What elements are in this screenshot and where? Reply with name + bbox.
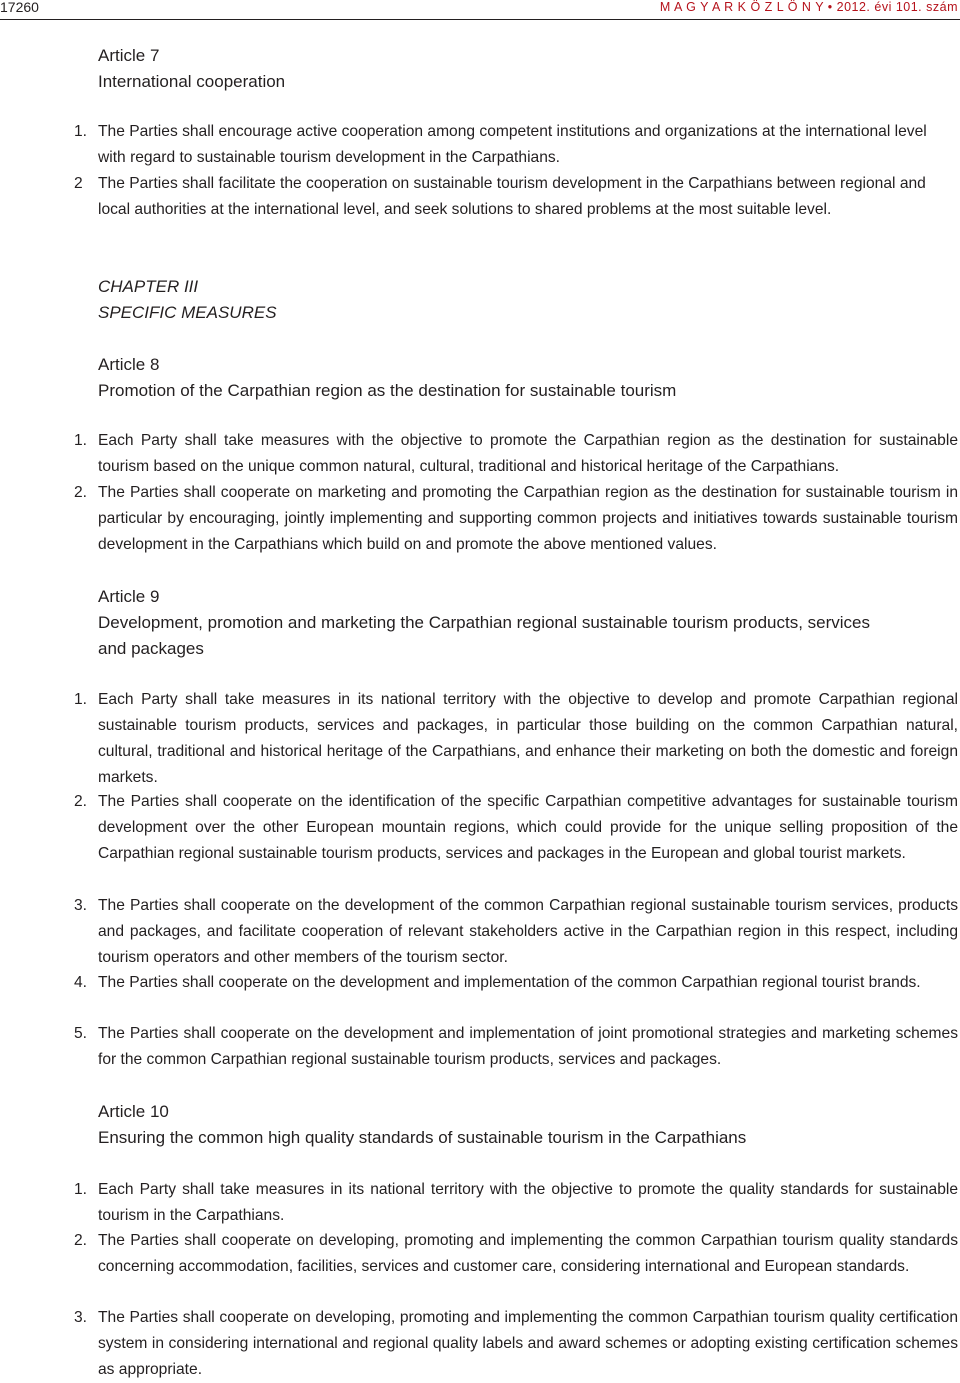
article-7-label: Article 7 xyxy=(98,46,160,65)
running-title: M A G Y A R K Ö Z L Ö N Y • 2012. évi 101. szám xyxy=(659,0,958,14)
paragraph-number: 2 xyxy=(74,175,83,192)
paragraph-text: The Parties shall facilitate the cooperation on sustainable tourism development in the Carpathians between regional and local authorities at the international level, and seek solutions to shared problems at the most suitable level. xyxy=(98,175,926,218)
paragraph-text: The Parties shall cooperate on marketing and promoting the Carpathian region as the destination for sustainable tourism in particular by encouraging, jointly implementing and supporting common projects and initiatives towards sustainable tourism development in the Carpathians which build on and promote the above mentioned values. xyxy=(98,484,958,553)
paragraph-number: 5. xyxy=(74,1025,88,1042)
article-9-paragraph-4 xyxy=(0,970,958,996)
paragraph-number: 1. xyxy=(74,432,88,449)
article-9-title-line-1: Development, promotion and marketing the Carpathian regional sustainable tourism products, services xyxy=(98,613,871,632)
article-10-title: Ensuring the common high quality standards of sustainable tourism in the Carpathians xyxy=(98,1128,747,1147)
article-8-paragraph-2 xyxy=(0,480,958,558)
article-10-paragraph-1 xyxy=(0,1177,958,1229)
article-10-label: Article 10 xyxy=(98,1102,169,1121)
page-number: 17260 xyxy=(0,0,39,15)
chapter-label: CHAPTER III xyxy=(98,277,199,296)
article-9-paragraph-2 xyxy=(0,789,958,867)
article-7-title: International cooperation xyxy=(98,72,286,91)
chapter-title: SPECIFIC MEASURES xyxy=(98,303,277,322)
paragraph-text: The Parties shall cooperate on the development and implementation of the common Carpathian regional tourist brands. xyxy=(98,974,921,991)
paragraph-number: 1. xyxy=(74,1181,88,1198)
paragraph-number: 1. xyxy=(74,691,88,708)
paragraph-number: 1. xyxy=(74,123,88,140)
paragraph-number: 4. xyxy=(74,974,88,991)
article-9-paragraph-3 xyxy=(0,893,958,971)
running-header xyxy=(0,0,960,20)
paragraph-number: 3. xyxy=(74,897,88,914)
article-10-paragraph-2 xyxy=(0,1228,958,1280)
paragraph-number: 2. xyxy=(74,484,88,501)
paragraph-number: 3. xyxy=(74,1309,88,1326)
article-7-paragraph-1 xyxy=(0,119,958,171)
article-9-paragraph-5 xyxy=(0,1021,958,1073)
article-8-title: Promotion of the Carpathian region as the destination for sustainable tourism xyxy=(98,381,677,400)
paragraph-text: The Parties shall cooperate on the identification of the specific Carpathian competitive advantages for sustainable tourism development over the other European mountain regions, which could provide for the unique selling proposition of the Carpathian regional sustainable tourism products, services and packages in the European and global tourist markets. xyxy=(98,793,958,862)
paragraph-text: The Parties shall cooperate on the development and implementation of joint promotional strategies and marketing schemes for the common Carpathian regional sustainable tourism products, services and packages. xyxy=(98,1025,958,1068)
article-9-title-line-2: and packages xyxy=(98,639,204,658)
article-9-label: Article 9 xyxy=(98,587,160,606)
paragraph-text: The Parties shall cooperate on developing, promoting and implementing the common Carpathian tourism quality standards concerning accommodation, facilities, services and customer care, considering international and European standards. xyxy=(98,1232,958,1275)
paragraph-text: Each Party shall take measures with the objective to promote the Carpathian region as the destination for sustainable tourism based on the unique common natural, cultural, traditional and historical heritage of the Carpathians. xyxy=(98,432,958,475)
article-10-paragraph-3 xyxy=(0,1305,958,1383)
paragraph-text: Each Party shall take measures in its national territory with the objective to develop and promote Carpathian regional sustainable tourism products, services and packages, in particular those building on the common Carpathian natural, cultural, traditional and historical heritage of the Carpathians, and enhance their marketing on both the domestic and foreign markets. xyxy=(98,691,958,786)
article-9-paragraph-1 xyxy=(0,687,958,791)
article-8-label: Article 8 xyxy=(98,355,160,374)
paragraph-text: The Parties shall cooperate on developing, promoting and implementing the common Carpathian tourism quality certification system in considering international and regional quality labels and award schemes or adopting existing certification schemes as appropriate. xyxy=(98,1309,958,1378)
paragraph-number: 2. xyxy=(74,793,88,810)
article-8-paragraph-1 xyxy=(0,428,958,480)
paragraph-number: 2. xyxy=(74,1232,88,1249)
paragraph-text: Each Party shall take measures in its national territory with the objective to promote the quality standards for sustainable tourism in the Carpathians. xyxy=(98,1181,958,1224)
paragraph-text: The Parties shall encourage active cooperation among competent institutions and organizations at the international level with regard to sustainable tourism development in the Carpathians. xyxy=(98,123,927,166)
article-7-paragraph-2 xyxy=(0,171,958,223)
paragraph-text: The Parties shall cooperate on the development of the common Carpathian regional sustainable tourism services, products and packages, and facilitate cooperation of relevant stakeholders active in the Carpathian region in this respect, including tourism operators and other members of the tourism sector. xyxy=(98,897,958,966)
